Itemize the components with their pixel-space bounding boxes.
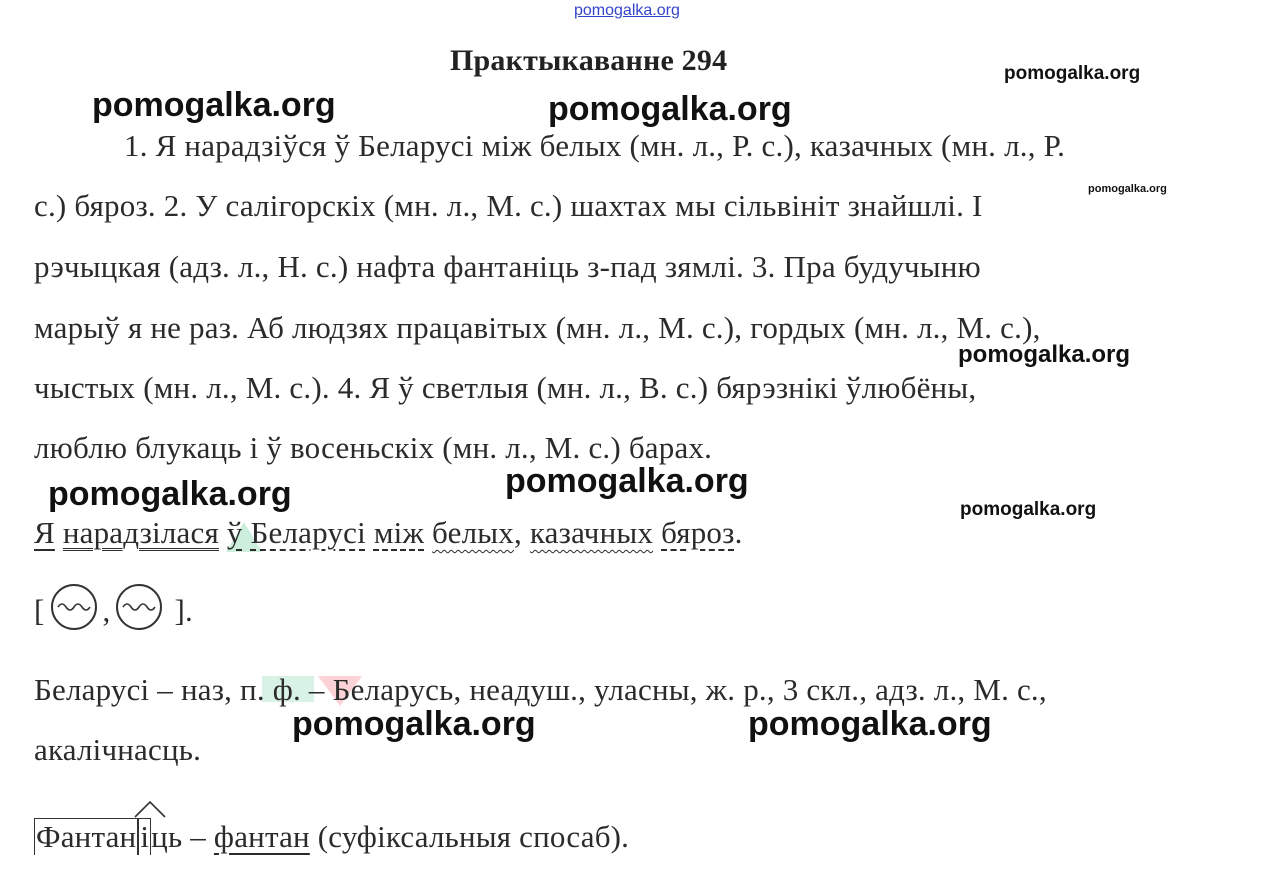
exercise-line-6: люблю блукаць і ў восеньскіх (мн. л., М. с.) барах. (34, 430, 713, 465)
period: . (734, 515, 743, 550)
scheme-bracket-close: ]. (174, 593, 193, 628)
suffix-box (138, 818, 151, 855)
formation-method: (суфіксальныя спосаб). (309, 819, 630, 854)
watermark: pomogalka.org (48, 475, 292, 513)
morph-line-2: акалічнасць. (34, 732, 202, 767)
predicate-word: нарадзілася (62, 515, 219, 550)
watermark: pomogalka.org (92, 86, 336, 124)
base-word: фантан (213, 819, 310, 854)
exercise-line-3: рэчыцкая (адз. л., Н. с.) нафта фантаніць з-пад зямлі. 3. Пра будучыню (34, 249, 981, 284)
adverbial-word: Беларусі (250, 515, 366, 550)
watermark: pomogalka.org (960, 499, 1097, 520)
watermark: pomogalka.org (505, 462, 749, 500)
comma: , (513, 515, 522, 550)
subject-word: Я (34, 515, 55, 550)
attribute-word-1: белых (432, 515, 514, 550)
exercise-line-2: с.) бяроз. 2. У салігорскіх (мн. л., М. с.) шахтах мы сільвініт знайшлі. І (34, 188, 983, 223)
watermark: pomogalka.org (292, 705, 536, 743)
attribute-word-2: казачных (529, 515, 654, 550)
scheme-comma: , (102, 593, 111, 628)
sentence-scheme (34, 582, 193, 640)
wavy-circle-icon (49, 582, 99, 640)
scheme-bracket-open: [ (34, 593, 45, 628)
watermark: pomogalka.org (548, 90, 792, 128)
adverbial-preposition-2: між (373, 515, 425, 550)
exercise-line-4: марыў я не раз. Аб людзях працавітых (мн. л., М. с.), гордых (мн. л., М. с.), (34, 310, 1041, 345)
adverbial-preposition: ў (226, 515, 243, 550)
wavy-circle-icon (114, 582, 164, 640)
watermark: pomogalka.org (958, 341, 1131, 368)
adverbial-noun: бяроз (661, 515, 735, 550)
watermark: pomogalka.org (1004, 63, 1141, 84)
watermark-top-link[interactable]: pomogalka.org (574, 2, 680, 19)
page-title: Практыкаванне 294 (450, 44, 728, 77)
watermark: pomogalka.org (1088, 183, 1167, 195)
exercise-line-5: чыстых (мн. л., М. с.). 4. Я ў светлыя (мн. л., В. с.) бярэзнікі ўлюбёны, (34, 370, 977, 405)
morph-line-1: Беларусі – наз, п. ф. – Беларусь, неадуш., уласны, ж. р., 3 скл., адз. л., М. с., (34, 672, 1047, 707)
word-formation (34, 818, 629, 855)
suffix-letter: і (140, 819, 150, 854)
watermark: pomogalka.org (748, 705, 992, 743)
roof-suffix-icon (133, 799, 167, 819)
analysis-sentence (34, 515, 743, 551)
word-base-box (34, 818, 138, 855)
exercise-line-1: 1. Я нарадзіўся ў Беларусі між белых (мн. л., Р. с.), казачных (мн. л., Р. (124, 128, 1066, 163)
word-stem: Фантан (36, 819, 137, 854)
dash: – (182, 819, 214, 854)
ending-text: ць (151, 819, 183, 854)
